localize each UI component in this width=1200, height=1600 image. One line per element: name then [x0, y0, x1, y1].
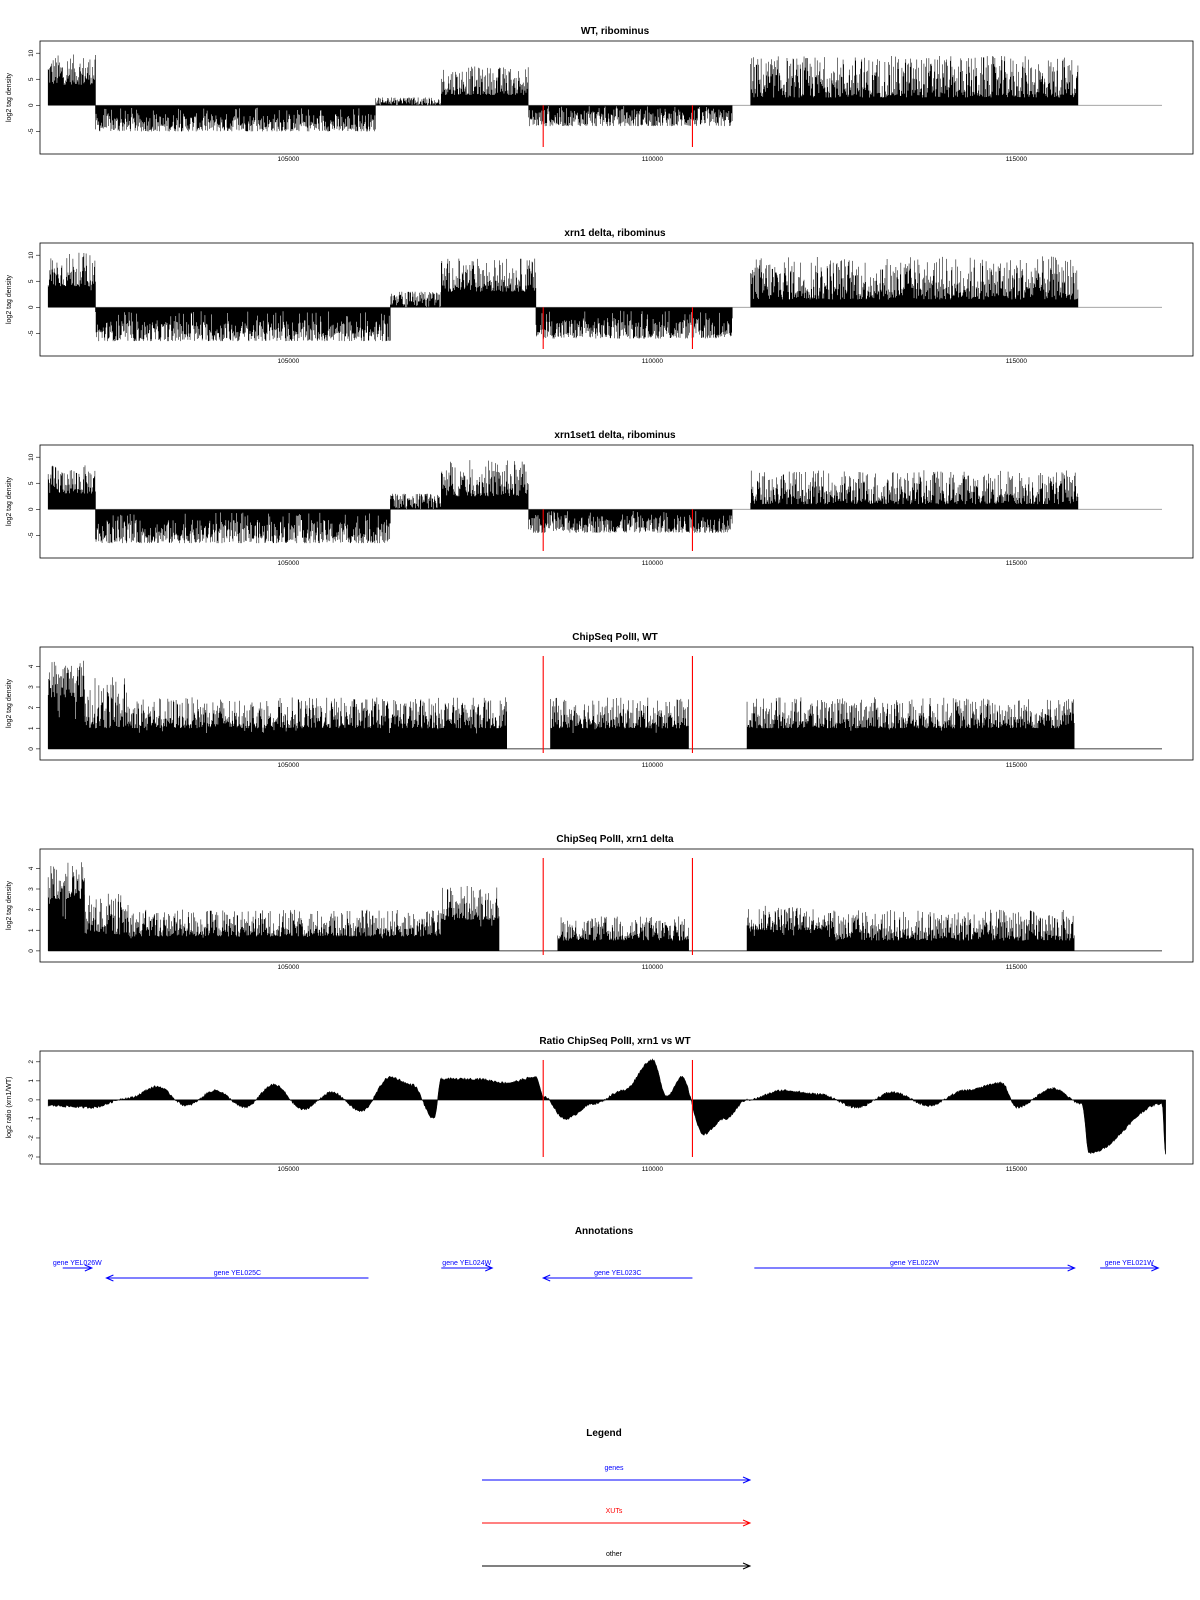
y-axis-label: log2 tag density: [6, 476, 13, 527]
panel-title: ChipSeq PolII, WT: [572, 632, 658, 643]
y-tick-label: 5: [28, 77, 35, 82]
x-tick-label: 110000: [641, 358, 664, 365]
gene-annotation: [53, 1260, 102, 1271]
legend-label: genes: [604, 1465, 624, 1472]
y-axis-label: log2 tag density: [6, 880, 13, 931]
legend-label: other: [606, 1551, 622, 1558]
y-tick-label: -5: [28, 128, 35, 135]
track-panel: [6, 228, 1193, 365]
y-tick-label: 3: [28, 887, 35, 891]
legend-item: [482, 1465, 750, 1483]
plot-frame: [40, 1051, 1193, 1164]
gene-arrows: [53, 1260, 1159, 1281]
track-panels: [6, 26, 1193, 1173]
x-tick-label: 115000: [1005, 762, 1028, 769]
density-bars: [48, 862, 1074, 951]
gene-annotation: [543, 1270, 692, 1281]
legend-label: XUTs: [605, 1508, 623, 1515]
y-tick-label: 0: [28, 305, 35, 310]
gene-label: gene YEL022W: [890, 1260, 939, 1267]
y-tick-label: 4: [28, 664, 35, 669]
y-tick-label: 0: [28, 507, 35, 512]
x-tick-label: 105000: [277, 358, 300, 365]
y-tick-label: 10: [28, 49, 35, 57]
y-tick-label: 0: [28, 747, 35, 751]
y-axis-label: log2 tag density: [6, 274, 13, 325]
gene-annotation: [441, 1260, 492, 1271]
y-tick-label: 10: [28, 453, 35, 461]
y-tick-label: 5: [28, 481, 35, 486]
x-tick-label: 105000: [277, 964, 300, 971]
y-tick-label: 1: [28, 928, 35, 933]
legend-item: [482, 1551, 750, 1569]
x-tick-label: 115000: [1005, 964, 1028, 971]
y-tick-label: 0: [28, 1098, 35, 1102]
track-panel: [6, 632, 1193, 769]
density-bars: [48, 253, 1078, 341]
legend-section: [482, 1428, 750, 1569]
x-tick-label: 115000: [1005, 358, 1028, 365]
gene-label: gene YEL023C: [594, 1270, 642, 1277]
y-tick-label: 1: [28, 1079, 35, 1083]
track-panel: [6, 26, 1193, 163]
panel-title: ChipSeq PolII, xrn1 delta: [556, 834, 674, 845]
legend-title: Legend: [586, 1428, 622, 1439]
annotations-section: [53, 1226, 1159, 1281]
gene-annotation: [106, 1270, 368, 1281]
y-tick-label: -5: [28, 532, 35, 539]
x-tick-label: 110000: [641, 762, 664, 769]
gene-annotation: [1100, 1260, 1158, 1271]
x-tick-label: 105000: [277, 560, 300, 567]
y-tick-label: 2: [28, 1059, 35, 1064]
x-tick-label: 110000: [641, 560, 664, 567]
gene-label: gene YEL026W: [52, 1260, 102, 1267]
y-tick-label: 5: [28, 279, 35, 284]
y-axis-label: log2 ratio (xrn1/WT): [6, 1076, 13, 1139]
y-tick-label: 1: [28, 726, 35, 731]
x-tick-label: 105000: [277, 1166, 300, 1173]
x-tick-label: 115000: [1005, 156, 1028, 163]
gene-annotation: [754, 1260, 1074, 1271]
y-axis-label: log2 tag density: [6, 678, 13, 729]
y-tick-label: 4: [28, 866, 35, 871]
y-axis-label: log2 tag density: [6, 72, 13, 123]
x-tick-label: 110000: [641, 964, 664, 971]
legend-items: [482, 1465, 750, 1569]
ratio-area: [48, 1059, 1165, 1154]
y-tick-label: 0: [28, 949, 35, 953]
y-tick-label: -5: [28, 330, 35, 337]
x-tick-label: 105000: [277, 156, 300, 163]
panel-title: xrn1 delta, ribominus: [564, 228, 666, 239]
x-tick-label: 115000: [1005, 560, 1028, 567]
density-bars: [48, 661, 1074, 749]
y-tick-label: -2: [28, 1135, 35, 1141]
y-tick-label: 2: [28, 907, 35, 912]
y-tick-label: -1: [28, 1116, 35, 1122]
gene-label: gene YEL021W: [1104, 1260, 1154, 1267]
x-tick-label: 105000: [277, 762, 300, 769]
y-tick-label: -3: [28, 1154, 35, 1160]
y-tick-label: 0: [28, 103, 35, 108]
track-panel: [6, 430, 1193, 567]
x-tick-label: 115000: [1005, 1166, 1028, 1173]
density-bars: [48, 54, 1078, 131]
x-tick-label: 110000: [641, 1166, 664, 1173]
track-panel: [6, 834, 1193, 971]
x-tick-label: 110000: [641, 156, 664, 163]
panel-title: WT, ribominus: [580, 26, 650, 37]
track-panel: [6, 1036, 1193, 1173]
gene-label: gene YEL024W: [442, 1260, 492, 1267]
y-tick-label: 2: [28, 705, 35, 710]
panel-title: xrn1set1 delta, ribominus: [554, 430, 676, 441]
y-tick-label: 10: [28, 251, 35, 259]
gene-label: gene YEL025C: [213, 1270, 262, 1277]
legend-item: [482, 1508, 750, 1526]
density-bars: [48, 460, 1078, 543]
annotations-title: Annotations: [574, 1226, 634, 1237]
y-tick-label: 3: [28, 685, 35, 689]
panel-title: Ratio ChipSeq PolII, xrn1 vs WT: [539, 1036, 691, 1047]
